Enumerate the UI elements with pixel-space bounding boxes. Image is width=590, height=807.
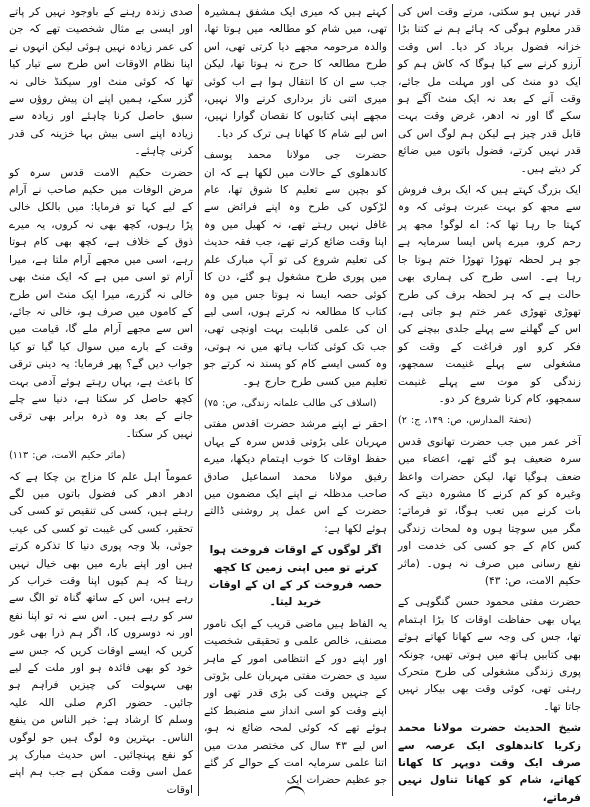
column-middle	[198, 4, 392, 796]
column-left	[4, 4, 198, 796]
column-right	[392, 4, 586, 804]
paragraph: شیخ الحدیث حضرت مولانا محمد زکریا کاندھلوی ایک عرصہ سے صرف ایک وقت دوپہر کا کھانا کھاتے، شام کو کھانا تناول نہیں فرماتے،	[398, 722, 581, 804]
paragraph: ایک بزرگ کہتے ہیں کہ ایک برف فروش سے مجھ کو بہت عبرت ہوئی کہ وہ کہتا جا رہا تھا کہ: اے لوگو! مجھ پر رحم کرو، میرے پاس ایسا سرمایہ ہے جو ہر لحظہ تھوڑا تھوڑا ختم ہوتا جا رہا ہے۔ اسی طرح کی ہماری بھی حالت ہے کہ ہر لحظہ برف کی طرح تھوڑی تھوڑی عمر ختم ہو جاتی ہے، اس کے گھلنے سے پہلے جلدی بیچنے کی فکر کرو اور فراغت کے وقت کو مشغولی سے پہلے غنیمت سمجھو، زندگی کو موت سے پہلے غنیمت سمجھو، کام کرنا شروع کر دو۔	[398, 184, 581, 405]
paragraph: حضرت جی مولانا محمد یوسف کاندھلوی کے حالات میں لکھا ہے کہ ان کو بچپن سے تعلیم کا شوق تھا، عام لڑکوں کی طرح وہ اپنے فرائض سے غافل نہیں رہتے تھے، نہ کھیل میں وہ اپنا وقت ضائع کرتے تھے، جب فقہ حدیث کی تعلیم شروع کی تو آپ مبارک علم میں پوری طرح مشغول ہو گئے، دن کا کوئی حصہ ایسا نہ ہوتا جس میں وہ کتاب کا مطالعہ نہ کرتے ہوں، اسی لیے ان کی علمی قابلیت بہت اونچی تھی، جب تک کوئی کتاب ہاتھ میں نہ ہوتی، وہ کسی ایسے کام کو پسند نہ کرتے جو تعلیم میں کسی طرح حارج ہو۔	[204, 149, 387, 388]
paragraph: حضرت حکیم الامت قدس سرہ کو مرض الوفات میں حکیم صاحب نے آرام کے لیے کہا تو فرمایا: میں بالکل خالی پڑا رہوں، کچھ بھی نہ کروں، یہ میرے ذوق کے خلاف ہے، کچھ بھی کام ہوتا رہے، اسی میں مجھے آرام ملتا ہے، میرا آرام تو اسی میں ہے کہ ایک منٹ بھی خالی نہ گزرے، میرا ایک منٹ اس طرح کے کاموں میں صرف ہو، خالی نہ جائے، اس سے مجھے آرام ملے گا، قیامت میں وقت کے بارے میں سوال کیا گیا تو کیا جواب دیں گے؟ پھر فرمایا: یہ دینی ترقی کا باعث ہے، یہاں رہتے ہوئے آدمی بہت کچھ حاصل کر سکتا ہے، دنیا سے چلے جانے کے بعد وہ ذرہ برابر بھی ترقی نہیں کر سکتا۔	[9, 166, 193, 440]
reference: (تحفۃ المدارس، ص: ۱۴۹، ج: ۲)	[398, 415, 532, 427]
paragraph: احقر نے اپنے مرشد حضرت اقدس مفتی مہربان علی بڑوتی قدس سرہ کے یہاں حفظ اوقات کا خوب اہتمام دیکھا، میرے رفیق مولانا محمد اسماعیل صادق صاحب مدظلہ نے اپنے ایک مضمون میں حضرت کے اس عمل پر روشنی ڈالتے ہوئے لکھا ہے:	[204, 418, 387, 535]
reference: (اسلاف کی طالب علمانہ زندگی، ص: ۷۵)	[204, 397, 377, 409]
paragraph: قدر نہیں ہو سکتی، مرتے وقت اس کی قدر معلوم ہوگی کہ ہائے ہم نے کتنا بڑا خزانہ فضول برباد کر دیا۔ اس وقت آرزو کرنے سے کیا ہوگا کہ کاش ہم کو ایک دو منٹ کی اور مہلت مل جائے، وقت آنے کے بعد نہ ایک منٹ آگے ہو سکے گا اور نہ ادھر، غرض وقت بہت قابل قدر چیز ہے لیکن ہم لوگ اس کی قدر نہیں کرتے، فضول باتوں میں ضائع کر دیتے ہیں۔	[398, 6, 581, 175]
quote: اگر لوگوں کے اوقات فروخت ہوا کرتے تو میں اپنی زمین کا کچھ حصہ فروخت کر کے ان کے اوقات خرید لیتا۔	[208, 544, 383, 609]
magazine-page	[4, 4, 586, 804]
paragraph: عموماً اہل علم کا مزاج بن چکا ہے کہ ادھر ادھر کی فضول باتوں میں لگے رہتے ہیں، کسی کی تنقیص تو کسی کی تحقیر، کسی کی غیبت تو کسی کی عیب جوئی، بلا وجہ پوری دنیا کا تذکرہ کرتے ہیں اور اپنے بارے میں بھی خیال نہیں رہتا کہ ہم کیوں اپنا وقت خراب کر رہے ہیں، اس کے ساتھ گناہ تو الگ سے سر کو رہے ہیں۔ اس سے نہ تو اپنا نفع اور نہ دوسروں کا، اگر ہم ذرا بھی غور کریں کہ ایسے اوقات کریں کہ جس سے خود کو بھی فائدہ ہو اور ملت کے لیے بھی سہولت کی چیزیں فراہم ہو جائیں۔ حضور اکرم صلی اللہ علیہ وسلم کا ارشاد ہے: خیر الناس من ینفع الناس۔ بہترین وہ لوگ ہیں جو لوگوں کو نفع پہنچائیں۔ اس حدیث مبارک پر عمل اسی وقت ممکن ہے جب ہم اپنے اوقات	[9, 470, 193, 796]
paragraph: یہ الفاظ ہیں ماضی قریب کے ایک نامور مصنف، خالص علمی و تحقیقی شخصیت اور اپنے دور کے انتظامی امور کے ماہر سید ی حضرت مفتی مہربان علی بڑوتی کے جنہیں وقت کی بڑی قدر تھی اور اپنے وقت کو اسی انداز سے منضبط کئے ہوئے تھے کہ کوئی لمحہ ضائع نہ ہو، اس لیے ۴۳ سال کی مختصر مدت میں اتنا علمی سرمایہ امت کے حوالے کر گئے جو عظیم حضرات ایک	[204, 617, 387, 787]
reference: (ماثر حکیم الامت، ص: ۱۱۳)	[9, 450, 126, 462]
paragraph: صدی زندہ رہنے کے باوجود نہیں کر پاتے اور ایسی بے مثال شخصیت تھے کہ جن کی عمر زیادہ نہیں ہوئی لیکن انہوں نے اپنا نظام الاوقات اس طرح سے تیار کیا تھا کہ کوئی منٹ اور سیکنڈ خالی نہ گزر سکے، ہمیں اپنے ان پیش روؤں سے سبق حاصل کرنا چاہئے اور زیادہ سے زیادہ اپنے اسی بیش بہا خزینہ کی قدر کرنی چاہئے۔	[9, 6, 193, 158]
paragraph: کہتے ہیں کہ میری ایک مشفق ہمشیرہ تھی، میں شام کو مطالعہ میں ہوتا تھا، والدہ مرحومہ مجھے دیا کرتی تھی، اس طرح مطالعہ کا حرج نہ ہوتا تھا، لیکن جب سے ان کا انتقال ہوا ہے اب کوئی میری اتنی ناز برداری کرنے والا نہیں، مجھے اپنی کتابوں کا نقصان گوارا نہیں، اس لیے شام کا کھانا ہی ترک کر دیا۔	[204, 6, 387, 140]
paragraph: آخر عمر میں جب حضرت تھانوی قدس سرہ ضعیف ہو گئے تھے، اعضاء میں ضعف ہوگیا تھا، لیکن حضرات واعظ وغیرہ کو کم کرنے کا مشورہ دیتے کہ بات کرنے میں تعب ہوگا، تو فرماتے: مگر میں سوچتا ہوں وہ لمحات زندگی کس کام کے جو کسی کی خدمت اور نفع رسانی میں صرف نہ ہوں۔ (ماثر حکیم الامت، ص: ۴۳)	[398, 435, 581, 587]
paragraph: حضرت مفتی محمود حسن گنگوہی کے یہاں بھی حفاظت اوقات کا بڑا اہتمام تھا، جس کی وجہ سے کھانا کھاتے ہوئے بھی کتابیں ہاتھ میں ہوتی تھیں، چونکہ پوری زندگی مشغولی کی طرح متحرک رہتی تھی، کوئی وقت بھی بیکار نہیں جاتا تھا۔	[398, 596, 581, 713]
